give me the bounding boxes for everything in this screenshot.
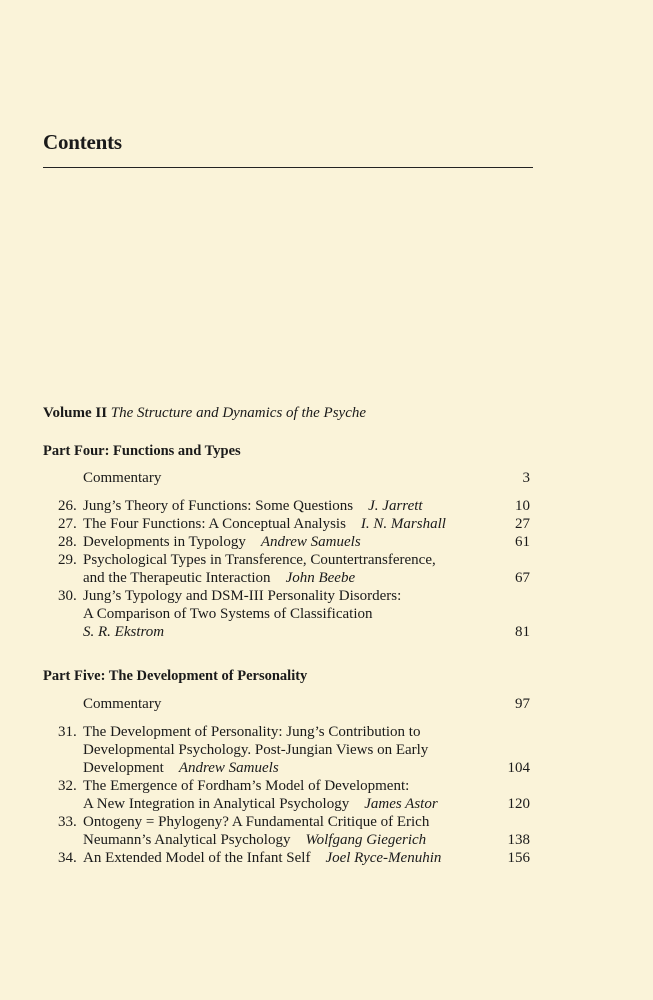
entry-title-text: Ontogeny = Phylogeny? A Fundamental Critique of Erich	[83, 814, 430, 830]
entry-number: 26.	[58, 498, 77, 514]
toc-entry[interactable]	[0, 496, 653, 516]
toc-entry[interactable]	[0, 514, 653, 534]
page-number: 3	[522, 470, 530, 486]
toc-entry-continuation	[0, 604, 653, 624]
commentary-row[interactable]	[0, 468, 653, 488]
entry-title	[83, 794, 438, 814]
toc-entry[interactable]	[0, 550, 653, 570]
entry-number: 34.	[58, 850, 77, 866]
page-number: 138	[507, 832, 530, 848]
entry-title	[83, 776, 409, 796]
entry-title	[83, 514, 446, 534]
page-number: 81	[515, 624, 530, 640]
page-number: 67	[515, 570, 530, 586]
entry-number: 31.	[58, 724, 77, 740]
entry-title	[83, 604, 373, 624]
toc-entry-continuation	[0, 740, 653, 760]
entry-title-text: Jung’s Theory of Functions: Some Questions	[83, 498, 354, 514]
entry-title	[83, 812, 429, 832]
commentary-label: Commentary	[83, 696, 162, 712]
entry-author: Wolfgang Giegerich	[305, 832, 427, 848]
entry-title-text: Jung’s Typology and DSM-III Personality Disorders:	[83, 588, 402, 604]
toc-entry-continuation	[0, 758, 653, 778]
entry-number: 29.	[58, 552, 77, 568]
entry-author: John Beebe	[285, 570, 356, 586]
entry-author: J. Jarrett	[368, 498, 423, 514]
entry-author: James Astor	[364, 796, 438, 812]
page-number: 104	[507, 760, 530, 776]
toc-entry[interactable]	[0, 812, 653, 832]
entry-title-text: Neumann’s Analytical Psychology	[83, 832, 291, 848]
toc-entry[interactable]	[0, 586, 653, 606]
entry-title	[83, 830, 426, 850]
entry-title	[83, 740, 428, 760]
entry-title-text: The Emergence of Fordham’s Model of Development:	[83, 778, 410, 794]
entry-number: 28.	[58, 534, 77, 550]
entry-author: Andrew Samuels	[260, 534, 361, 550]
page-number: 97	[515, 696, 530, 712]
entry-number: 33.	[58, 814, 77, 830]
entry-author: Joel Ryce-Menuhin	[325, 850, 442, 866]
page-number: 120	[507, 796, 530, 812]
entry-title	[83, 568, 355, 588]
volume-title: The Structure and Dynamics of the Psyche	[110, 405, 367, 421]
entry-title	[83, 550, 436, 570]
toc-entry-continuation	[0, 622, 653, 642]
toc-entry[interactable]	[0, 532, 653, 552]
title-rule	[43, 167, 533, 168]
entry-number: 27.	[58, 516, 77, 532]
entry-number: 30.	[58, 588, 77, 604]
entry-title-text: A New Integration in Analytical Psychology	[83, 796, 350, 812]
entry-title	[83, 722, 420, 742]
toc-entry[interactable]	[0, 848, 653, 868]
entry-title-text: The Development of Personality: Jung’s Contribution to	[83, 724, 421, 740]
entry-author: I. N. Marshall	[360, 516, 446, 532]
part-heading: Part Four: Functions and Types	[43, 443, 241, 459]
page-number: 61	[515, 534, 530, 550]
page-number: 156	[507, 850, 530, 866]
toc-entry-continuation	[0, 794, 653, 814]
entry-title-text: Developments in Typology	[83, 534, 246, 550]
toc-entry-continuation	[0, 830, 653, 850]
toc-entry[interactable]	[0, 776, 653, 796]
entry-title	[83, 848, 441, 868]
entry-title-text: and the Therapeutic Interaction	[83, 570, 271, 586]
volume-label: Volume II	[43, 405, 108, 421]
entry-title-text: Developmental Psychology. Post-Jungian Views on Early	[83, 742, 429, 758]
entry-title-text: An Extended Model of the Infant Self	[83, 850, 311, 866]
part-heading: Part Five: The Development of Personality	[43, 668, 308, 684]
entry-author: S. R. Ekstrom	[83, 624, 165, 640]
volume-heading	[43, 405, 366, 422]
entry-title-text: Development	[83, 760, 164, 776]
entry-title	[83, 586, 401, 606]
entry-title	[83, 622, 164, 642]
page-title: Contents	[43, 130, 122, 154]
entry-number: 32.	[58, 778, 77, 794]
entry-title-text: Psychological Types in Transference, Countertransference,	[83, 552, 436, 568]
page-number: 27	[515, 516, 530, 532]
entry-title-text: A Comparison of Two Systems of Classification	[83, 606, 373, 622]
entry-author: Andrew Samuels	[178, 760, 279, 776]
commentary-label: Commentary	[83, 470, 162, 486]
toc-entry[interactable]	[0, 722, 653, 742]
entry-title-text: The Four Functions: A Conceptual Analysis	[83, 516, 346, 532]
entry-title	[83, 532, 361, 552]
commentary-row[interactable]	[0, 694, 653, 714]
toc-entry-continuation	[0, 568, 653, 588]
entry-title	[83, 758, 279, 778]
entry-title	[83, 496, 423, 516]
page-number: 10	[515, 498, 530, 514]
